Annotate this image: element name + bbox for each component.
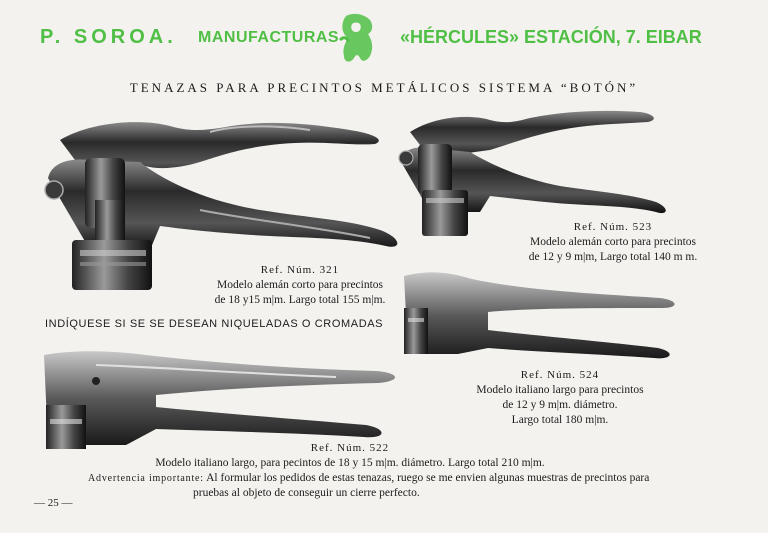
pliers-524-image (398, 268, 688, 363)
manufacturas-label: MANUFACTURAS (198, 29, 340, 46)
product-522-line1: Modelo italiano largo, para pecintos de 18 y 15 m|m. diámetro. Largo total 210 m|m. (155, 457, 545, 469)
brand-address: «HÉRCULES» ESTACIÓN, 7. EIBAR (400, 27, 702, 47)
product-524-caption (455, 368, 665, 428)
product-523-line2: de 12 y 9 m|m, Largo total 140 m m. (528, 251, 698, 263)
page-header (40, 20, 730, 60)
company-name: P. SOROA. (40, 26, 177, 48)
product-522-caption (100, 441, 600, 471)
product-522-ref: Ref. Núm. 522 (310, 442, 390, 454)
page-title: TENAZAS PARA PRECINTOS METÁLICOS SISTEMA “BOTÓN” (129, 80, 639, 95)
product-524-line1: Modelo italiano largo para precintos (476, 384, 644, 396)
finish-note: INDÍQUESE SI SE SE DESEAN NIQUELADAS O CROMADAS (45, 318, 384, 330)
product-524-ref: Ref. Núm. 524 (520, 369, 600, 381)
page-number: — 25 — (34, 497, 73, 509)
product-523-line1: Modelo alemán corto para precintos (529, 236, 697, 248)
warning-block (88, 471, 688, 501)
product-321-line1: Modelo alemán corto para precintos (216, 279, 384, 291)
product-524-line2: de 12 y 9 m|m. diámetro. (502, 399, 618, 411)
warning-label: Advertencia importante: (88, 473, 204, 484)
product-321-caption (200, 263, 400, 308)
product-321-ref: Ref. Núm. 321 (260, 264, 340, 276)
product-523-caption (508, 220, 718, 265)
product-321-line2: de 18 y15 m|m. Largo total 155 m|m. (214, 294, 386, 306)
product-524-line3: Largo total 180 m|m. (511, 414, 609, 426)
warning-line1: Al formular los pedidos de estas tenazas, ruego se me envien algunas muestras de precintos para (206, 472, 650, 484)
warning-line2: pruebas al objeto de conseguir un cierre perfecto. (193, 487, 420, 499)
pliers-522-image (36, 345, 406, 455)
hercules-figure-logo (336, 10, 380, 66)
product-523-ref: Ref. Núm. 523 (573, 221, 653, 233)
